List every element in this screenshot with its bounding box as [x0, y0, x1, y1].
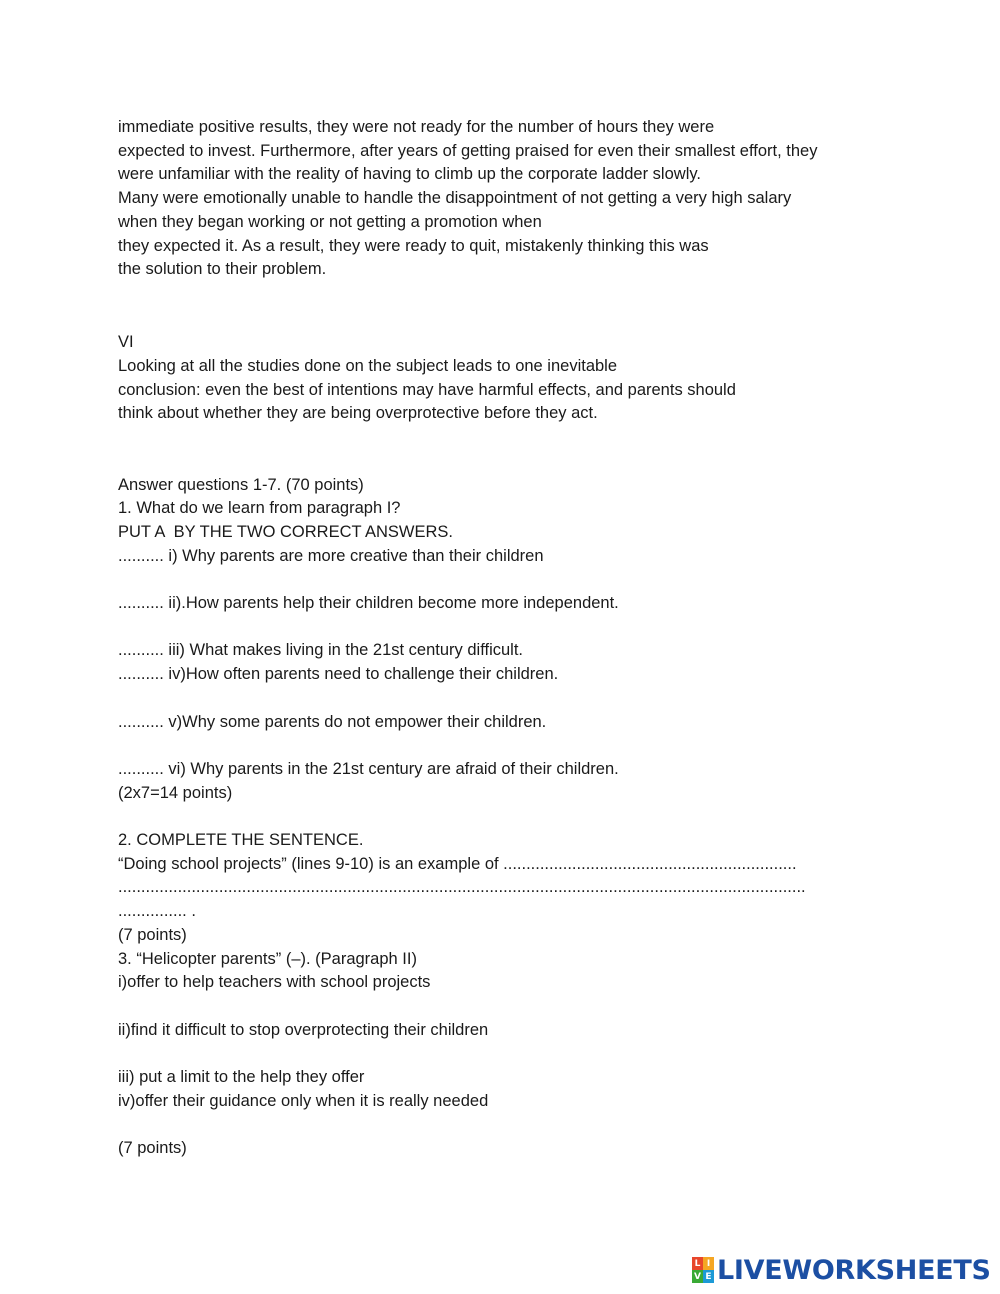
answer-option-iii[interactable]: .......... iii) What makes living in the 21st century difficult. [118, 641, 524, 660]
question-1 [118, 497, 908, 805]
text-line: expected to invest. Furthermore, after years of getting praised for even their smallest effort, they [118, 141, 818, 160]
fill-in-line-1[interactable]: “Doing school projects” (lines 9-10) is an example of ................................................................ [118, 854, 797, 873]
paragraph-v-continued [118, 116, 908, 282]
answer-option-iv[interactable]: .......... iv)How often parents need to challenge their children. [118, 665, 559, 684]
text-line: when they began working or not getting a promotion when [118, 212, 542, 231]
question-points: (7 points) [118, 925, 187, 944]
answer-option-i[interactable]: .......... i) Why parents are more creative than their children [118, 546, 544, 565]
paragraph-vi [118, 331, 908, 426]
text-line: think about whether they are being overprotective before they act. [118, 404, 598, 423]
answer-option-v[interactable]: .......... v)Why some parents do not empower their children. [118, 712, 547, 731]
answer-option-ii[interactable]: .......... ii).How parents help their children become more independent. [118, 594, 619, 613]
paragraph-heading: VI [118, 333, 134, 352]
text-line: they expected it. As a result, they were ready to quit, mistakenly thinking this was [118, 236, 709, 255]
liveworksheets-logo[interactable] [692, 1254, 991, 1286]
text-line: Looking at all the studies done on the subject leads to one inevitable [118, 357, 618, 376]
question-3 [118, 948, 908, 1161]
question-title: 3. “Helicopter parents” (–). (Paragraph II) [118, 949, 417, 968]
question-points: (2x7=14 points) [118, 783, 233, 802]
logo-text: LIVEWORKSHEETS [717, 1254, 991, 1286]
badge-letter: V [692, 1270, 703, 1283]
questions-intro: Answer questions 1-7. (70 points) [118, 475, 364, 494]
answer-option-vi[interactable]: .......... vi) Why parents in the 21st century are afraid of their children. [118, 759, 619, 778]
question-title: 1. What do we learn from paragraph I? [118, 499, 401, 518]
badge-letter: L [692, 1257, 703, 1270]
question-points: (7 points) [118, 1139, 187, 1158]
answer-option-iii[interactable]: iii) put a limit to the help they offer [118, 1067, 365, 1086]
fill-in-line-3[interactable]: ............... . [118, 902, 196, 921]
answer-option-ii[interactable]: ii)find it difficult to stop overprotecting their children [118, 1020, 489, 1039]
text-line: Many were emotionally unable to handle the disappointment of not getting a very high salary [118, 189, 792, 208]
text-line: conclusion: even the best of intentions may have harmful effects, and parents should [118, 380, 736, 399]
text-line: were unfamiliar with the reality of having to climb up the corporate ladder slowly. [118, 165, 701, 184]
answer-option-i[interactable]: i)offer to help teachers with school projects [118, 973, 431, 992]
answer-option-iv[interactable]: iv)offer their guidance only when it is really needed [118, 1091, 489, 1110]
text-line: the solution to their problem. [118, 260, 327, 279]
text-line: immediate positive results, they were not ready for the number of hours they were [118, 118, 715, 136]
question-2 [118, 829, 908, 948]
worksheet-page [118, 116, 908, 1161]
live-badge-icon [692, 1257, 714, 1283]
question-instruction: PUT A BY THE TWO CORRECT ANSWERS. [118, 522, 453, 541]
badge-letter: I [703, 1257, 714, 1270]
fill-in-line-2[interactable]: ...................................................................................................................................................... [118, 878, 806, 897]
badge-letter: E [703, 1270, 714, 1283]
questions-section [118, 474, 908, 1161]
question-title: 2. COMPLETE THE SENTENCE. [118, 830, 364, 849]
